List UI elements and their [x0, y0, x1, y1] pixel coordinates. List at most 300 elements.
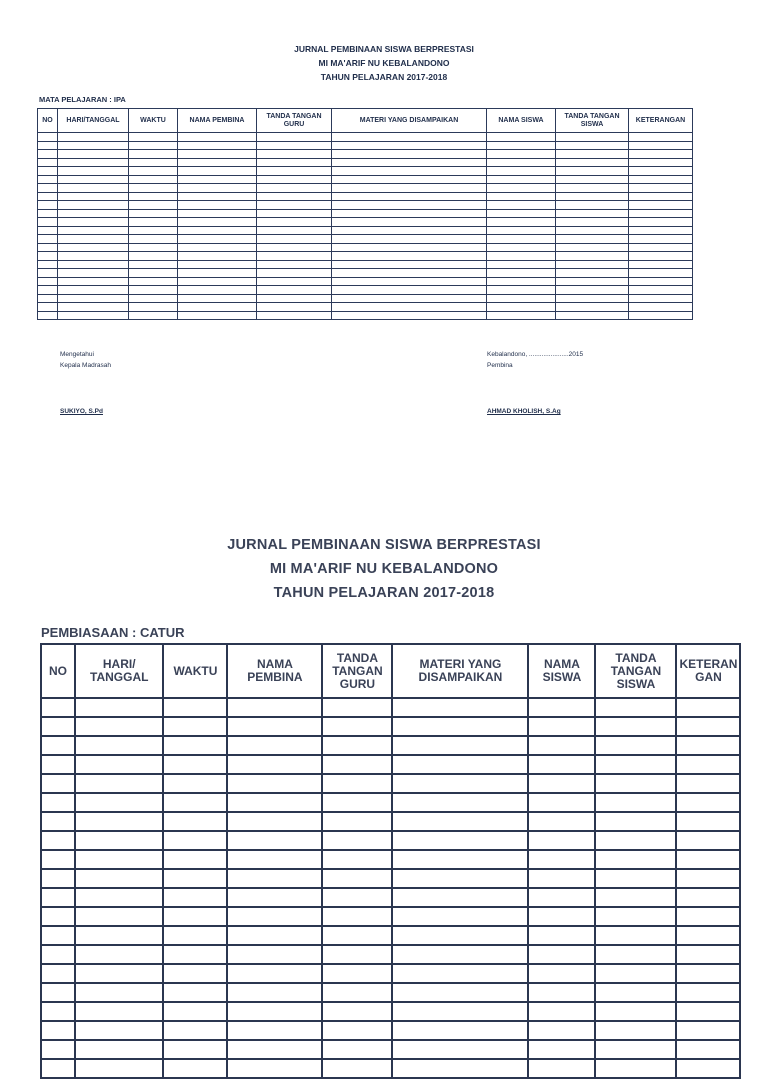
small-table-cell: [332, 209, 487, 218]
small-table-cell: [178, 175, 257, 184]
large-table-row: [41, 964, 740, 983]
small-table-cell: [487, 226, 556, 235]
small-table-cell: [58, 167, 129, 176]
large-col-no: NO: [41, 644, 75, 698]
small-table-cell: [487, 141, 556, 150]
small-table-cell: [58, 175, 129, 184]
large-table-row: [41, 850, 740, 869]
small-table-cell: [629, 167, 693, 176]
large-table-row: [41, 926, 740, 945]
large-table-cell: [528, 793, 595, 812]
small-col-teacher-signature: TANDA TANGAN GURU: [257, 109, 332, 133]
large-table-cell: [75, 1040, 163, 1059]
large-table-cell: [322, 983, 392, 1002]
large-table-cell: [322, 945, 392, 964]
large-table-cell: [41, 926, 75, 945]
large-table-cell: [322, 831, 392, 850]
small-col-mentor-name: NAMA PEMBINA: [178, 109, 257, 133]
large-table-cell: [392, 698, 528, 717]
large-table-cell: [676, 755, 740, 774]
small-table-cell: [332, 192, 487, 201]
large-table-cell: [227, 964, 322, 983]
small-table-cell: [487, 175, 556, 184]
large-table-header-row: [41, 644, 740, 698]
small-table-cell: [38, 243, 58, 252]
small-table-cell: [629, 218, 693, 227]
large-table-cell: [676, 888, 740, 907]
small-table-cell: [556, 243, 629, 252]
small-table-cell: [38, 192, 58, 201]
large-table-cell: [322, 888, 392, 907]
large-table-cell: [322, 736, 392, 755]
small-col-student-name: NAMA SISWA: [487, 109, 556, 133]
large-table-cell: [41, 736, 75, 755]
large-table-cell: [75, 983, 163, 1002]
small-table-cell: [257, 311, 332, 320]
small-table-cell: [332, 133, 487, 142]
large-table-cell: [41, 698, 75, 717]
large-table-cell: [528, 1059, 595, 1078]
small-table-row: [38, 243, 693, 252]
large-table-cell: [41, 1040, 75, 1059]
small-table-cell: [178, 294, 257, 303]
small-table-cell: [38, 150, 58, 159]
small-table-cell: [257, 243, 332, 252]
small-table-cell: [556, 277, 629, 286]
large-table-cell: [676, 964, 740, 983]
large-table-cell: [75, 888, 163, 907]
large-table-cell: [676, 983, 740, 1002]
large-table-cell: [528, 831, 595, 850]
large-table-cell: [392, 831, 528, 850]
small-table-cell: [129, 133, 178, 142]
large-table-cell: [227, 850, 322, 869]
large-table-row: [41, 774, 740, 793]
large-table-cell: [227, 717, 322, 736]
large-table-row: [41, 831, 740, 850]
small-table-cell: [629, 269, 693, 278]
small-table-cell: [556, 260, 629, 269]
small-table-cell: [487, 277, 556, 286]
small-table-cell: [178, 260, 257, 269]
large-table-cell: [322, 1059, 392, 1078]
small-table-cell: [487, 303, 556, 312]
large-table-cell: [392, 1059, 528, 1078]
small-table-cell: [556, 286, 629, 295]
small-table-cell: [332, 269, 487, 278]
large-table-cell: [41, 793, 75, 812]
large-col-student-signature: TANDA TANGAN SISWA: [595, 644, 676, 698]
large-table-cell: [595, 850, 676, 869]
small-table-cell: [178, 158, 257, 167]
small-table-cell: [129, 311, 178, 320]
large-table-cell: [227, 793, 322, 812]
small-table-cell: [129, 218, 178, 227]
large-table-cell: [676, 850, 740, 869]
large-col-notes: KETERAN GAN: [676, 644, 740, 698]
large-title-line-3: TAHUN PELAJARAN 2017-2018: [273, 585, 495, 601]
large-table-cell: [322, 1002, 392, 1021]
large-table-cell: [322, 907, 392, 926]
small-table-row: [38, 260, 693, 269]
small-table-cell: [332, 303, 487, 312]
large-table-cell: [528, 850, 595, 869]
small-table-cell: [332, 184, 487, 193]
small-table-cell: [58, 158, 129, 167]
sig-left-role: Kepala Madrasah: [60, 362, 111, 369]
large-table-cell: [75, 1059, 163, 1078]
large-table-cell: [322, 850, 392, 869]
small-table-cell: [38, 167, 58, 176]
large-table-cell: [163, 831, 227, 850]
large-table-cell: [322, 698, 392, 717]
small-table-row: [38, 175, 693, 184]
large-table-row: [41, 698, 740, 717]
large-table-cell: [528, 755, 595, 774]
large-table-cell: [595, 755, 676, 774]
small-table-row: [38, 226, 693, 235]
small-table-cell: [178, 226, 257, 235]
large-table-row: [41, 812, 740, 831]
small-table-cell: [58, 277, 129, 286]
small-table-cell: [556, 311, 629, 320]
sig-left-name: SUKIYO, S.Pd: [60, 408, 103, 415]
small-table-cell: [332, 141, 487, 150]
large-table-cell: [227, 888, 322, 907]
large-table-cell: [163, 1002, 227, 1021]
large-table-row: [41, 755, 740, 774]
small-table-cell: [129, 286, 178, 295]
large-table-cell: [676, 1040, 740, 1059]
large-table-cell: [595, 983, 676, 1002]
large-table-cell: [528, 983, 595, 1002]
small-table-cell: [629, 226, 693, 235]
large-table-cell: [595, 1059, 676, 1078]
small-table-cell: [257, 235, 332, 244]
large-table-cell: [41, 812, 75, 831]
large-table-cell: [528, 888, 595, 907]
small-table-cell: [257, 141, 332, 150]
large-table-cell: [41, 945, 75, 964]
large-table-row: [41, 983, 740, 1002]
large-table-cell: [322, 964, 392, 983]
small-table-cell: [487, 218, 556, 227]
small-table-cell: [129, 243, 178, 252]
large-col-student-name: NAMA SISWA: [528, 644, 595, 698]
large-col-material: MATERI YANG DISAMPAIKAN: [392, 644, 528, 698]
large-table-cell: [322, 793, 392, 812]
small-table-cell: [58, 209, 129, 218]
small-table-cell: [629, 201, 693, 210]
small-table-cell: [178, 269, 257, 278]
small-table-cell: [556, 150, 629, 159]
small-table-cell: [487, 252, 556, 261]
small-table-cell: [178, 235, 257, 244]
small-table-cell: [487, 243, 556, 252]
large-table-cell: [75, 736, 163, 755]
large-table-cell: [595, 964, 676, 983]
small-table-row: [38, 133, 693, 142]
large-table-cell: [392, 983, 528, 1002]
large-table-cell: [595, 793, 676, 812]
small-table-cell: [129, 150, 178, 159]
large-table-cell: [163, 1040, 227, 1059]
large-table-cell: [392, 888, 528, 907]
large-table-cell: [676, 907, 740, 926]
small-table-row: [38, 303, 693, 312]
large-table-row: [41, 869, 740, 888]
large-table-cell: [392, 907, 528, 926]
large-table-cell: [322, 869, 392, 888]
small-table-cell: [487, 235, 556, 244]
large-table-cell: [528, 945, 595, 964]
small-table-cell: [58, 192, 129, 201]
large-table-cell: [163, 717, 227, 736]
large-table-cell: [75, 755, 163, 774]
small-table-cell: [38, 218, 58, 227]
large-table-cell: [528, 1040, 595, 1059]
small-table-cell: [178, 311, 257, 320]
small-table-cell: [487, 167, 556, 176]
small-table-cell: [629, 175, 693, 184]
small-table-cell: [332, 252, 487, 261]
large-table-cell: [392, 812, 528, 831]
small-table-cell: [629, 252, 693, 261]
small-table-cell: [332, 294, 487, 303]
large-table-cell: [163, 774, 227, 793]
large-table-cell: [392, 945, 528, 964]
small-table-row: [38, 252, 693, 261]
large-table-cell: [676, 1002, 740, 1021]
small-table-cell: [178, 167, 257, 176]
small-table-cell: [556, 218, 629, 227]
small-table-cell: [38, 286, 58, 295]
small-table-cell: [178, 133, 257, 142]
large-table-cell: [227, 812, 322, 831]
large-table-row: [41, 736, 740, 755]
large-table-cell: [41, 1059, 75, 1078]
small-table-cell: [487, 150, 556, 159]
large-table-cell: [163, 869, 227, 888]
small-col-day-date: HARI/TANGGAL: [58, 109, 129, 133]
large-table-cell: [528, 812, 595, 831]
small-table-cell: [129, 192, 178, 201]
small-table-cell: [129, 252, 178, 261]
small-table-cell: [332, 226, 487, 235]
large-table-cell: [227, 1040, 322, 1059]
large-table-cell: [227, 831, 322, 850]
small-table-cell: [38, 158, 58, 167]
small-table-cell: [58, 311, 129, 320]
large-table-cell: [41, 850, 75, 869]
small-table-cell: [629, 286, 693, 295]
large-table-cell: [227, 869, 322, 888]
small-table-cell: [257, 252, 332, 261]
small-col-time: WAKTU: [129, 109, 178, 133]
small-table-cell: [487, 269, 556, 278]
small-title-line-3: TAHUN PELAJARAN 2017-2018: [320, 72, 448, 82]
large-table-cell: [75, 812, 163, 831]
large-table-cell: [41, 869, 75, 888]
small-table-cell: [38, 252, 58, 261]
large-table-row: [41, 1040, 740, 1059]
large-table-cell: [595, 736, 676, 755]
small-table-cell: [38, 303, 58, 312]
small-table-cell: [332, 243, 487, 252]
small-col-material: MATERI YANG DISAMPAIKAN: [332, 109, 487, 133]
large-table-cell: [75, 945, 163, 964]
large-table-cell: [163, 945, 227, 964]
small-table-cell: [629, 158, 693, 167]
large-table-cell: [75, 698, 163, 717]
small-table-cell: [38, 184, 58, 193]
small-table-cell: [257, 277, 332, 286]
large-title-line-1: JURNAL PEMBINAAN SISWA BERPRESTASI: [227, 537, 541, 553]
large-table-cell: [41, 964, 75, 983]
small-table-cell: [178, 184, 257, 193]
sig-right-name: AHMAD KHOLISH, S.Ag: [487, 408, 561, 415]
large-table-cell: [227, 907, 322, 926]
large-table-cell: [595, 717, 676, 736]
sig-right-role: Pembina: [487, 362, 513, 369]
large-table-cell: [163, 812, 227, 831]
small-table-cell: [629, 184, 693, 193]
small-table-cell: [129, 303, 178, 312]
small-table-cell: [332, 260, 487, 269]
small-table-row: [38, 218, 693, 227]
large-table-cell: [392, 755, 528, 774]
small-table-cell: [629, 277, 693, 286]
large-table-cell: [227, 945, 322, 964]
large-table-row: [41, 888, 740, 907]
large-table-cell: [595, 888, 676, 907]
large-table-cell: [676, 812, 740, 831]
large-table-cell: [528, 869, 595, 888]
small-table-cell: [129, 184, 178, 193]
large-col-mentor-name: NAMA PEMBINA: [227, 644, 322, 698]
large-table-cell: [227, 926, 322, 945]
large-table-cell: [41, 717, 75, 736]
small-table-cell: [129, 167, 178, 176]
small-table-cell: [629, 243, 693, 252]
small-table-cell: [129, 209, 178, 218]
small-col-student-signature: TANDA TANGAN SISWA: [556, 109, 629, 133]
large-table-cell: [676, 945, 740, 964]
small-table-cell: [257, 150, 332, 159]
large-table-cell: [75, 926, 163, 945]
large-table-cell: [163, 983, 227, 1002]
small-table-cell: [487, 133, 556, 142]
large-table-cell: [676, 831, 740, 850]
small-table-cell: [556, 294, 629, 303]
small-table-cell: [178, 201, 257, 210]
small-table-cell: [58, 235, 129, 244]
large-table-cell: [41, 907, 75, 926]
small-table-cell: [178, 277, 257, 286]
large-table-cell: [322, 926, 392, 945]
large-table-cell: [595, 907, 676, 926]
large-col-teacher-signature: TANDA TANGAN GURU: [322, 644, 392, 698]
large-table-row: [41, 907, 740, 926]
small-table-row: [38, 184, 693, 193]
large-table-cell: [528, 1002, 595, 1021]
small-table-cell: [257, 303, 332, 312]
small-table-cell: [487, 286, 556, 295]
small-table-row: [38, 277, 693, 286]
small-table-cell: [129, 235, 178, 244]
small-table-cell: [58, 218, 129, 227]
small-table-cell: [58, 150, 129, 159]
large-table-cell: [227, 1002, 322, 1021]
large-table-row: [41, 1002, 740, 1021]
large-table-cell: [392, 869, 528, 888]
large-subject-label: PEMBIASAAN : CATUR: [41, 625, 185, 640]
small-table-cell: [38, 201, 58, 210]
large-table-cell: [595, 831, 676, 850]
small-table-cell: [58, 260, 129, 269]
small-table-cell: [332, 235, 487, 244]
large-table-cell: [392, 1002, 528, 1021]
small-table-cell: [38, 226, 58, 235]
large-table-cell: [528, 774, 595, 793]
small-table-cell: [58, 201, 129, 210]
large-table-cell: [528, 698, 595, 717]
small-table-cell: [556, 184, 629, 193]
small-table-cell: [556, 226, 629, 235]
small-table-cell: [38, 311, 58, 320]
small-table-cell: [332, 201, 487, 210]
large-table-row: [41, 1059, 740, 1078]
large-table-cell: [528, 717, 595, 736]
small-table-cell: [487, 294, 556, 303]
small-table-cell: [38, 175, 58, 184]
small-table-row: [38, 192, 693, 201]
large-table-cell: [75, 774, 163, 793]
large-col-day-date: HARI/ TANGGAL: [75, 644, 163, 698]
small-table-cell: [38, 294, 58, 303]
small-table-cell: [332, 167, 487, 176]
large-table-cell: [676, 1059, 740, 1078]
large-table-cell: [163, 850, 227, 869]
small-table-cell: [487, 209, 556, 218]
small-table-cell: [178, 192, 257, 201]
small-table-cell: [58, 141, 129, 150]
large-table-cell: [528, 736, 595, 755]
small-table-cell: [178, 150, 257, 159]
large-table-row: [41, 717, 740, 736]
large-table-cell: [41, 888, 75, 907]
large-table-cell: [392, 1040, 528, 1059]
small-journal-table: [37, 108, 693, 320]
small-table-cell: [257, 133, 332, 142]
large-table-cell: [392, 736, 528, 755]
small-table-cell: [257, 269, 332, 278]
small-table-cell: [129, 277, 178, 286]
large-table-cell: [392, 850, 528, 869]
small-table-cell: [129, 260, 178, 269]
small-table-cell: [257, 201, 332, 210]
small-table-cell: [38, 260, 58, 269]
small-table-cell: [38, 269, 58, 278]
small-table-cell: [129, 175, 178, 184]
small-table-cell: [487, 201, 556, 210]
small-table-cell: [58, 184, 129, 193]
large-table-cell: [392, 964, 528, 983]
small-table-cell: [58, 269, 129, 278]
small-table-cell: [129, 158, 178, 167]
large-table-cell: [227, 1059, 322, 1078]
small-table-row: [38, 286, 693, 295]
